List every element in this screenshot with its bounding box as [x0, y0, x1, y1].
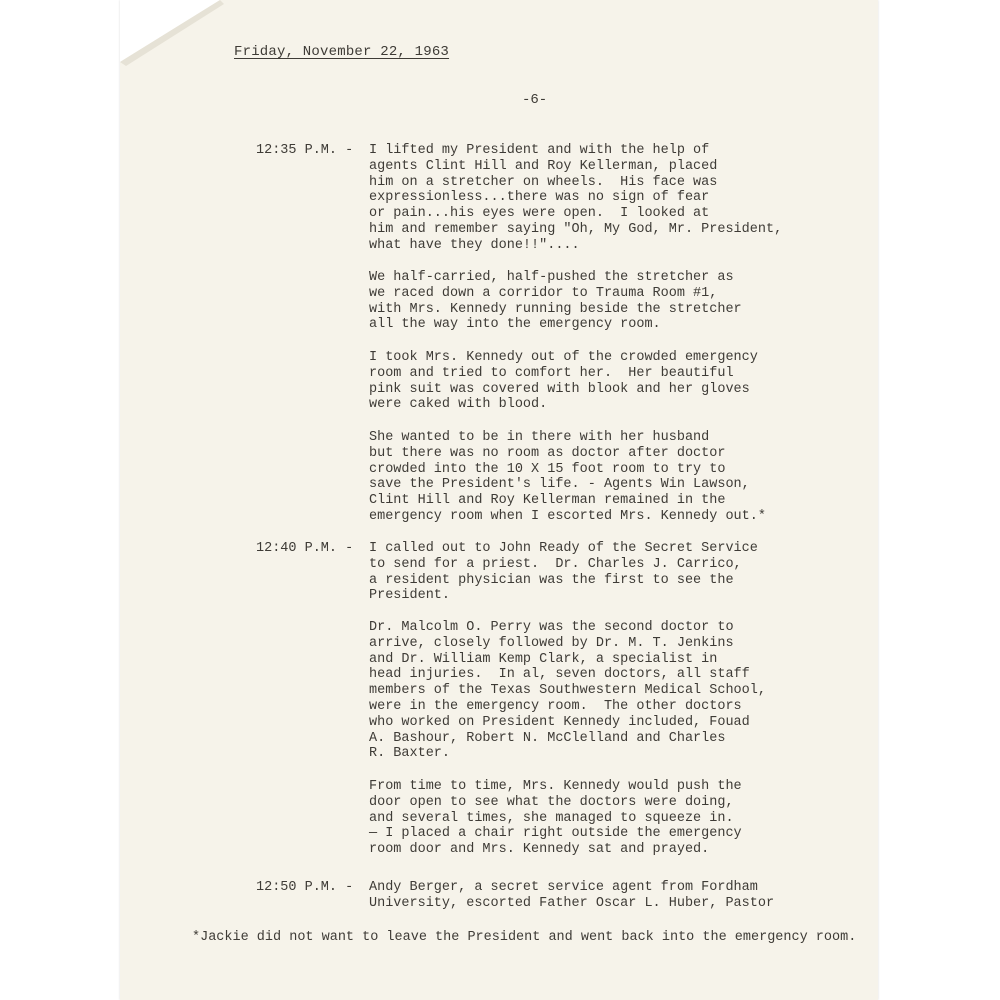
- text-line: what have they done!!"....: [369, 237, 580, 253]
- text-line: and several times, she managed to squeeze in.: [369, 810, 734, 826]
- text-line: but there was no room as doctor after doctor: [369, 445, 726, 461]
- text-line: agents Clint Hill and Roy Kellerman, placed: [369, 158, 718, 174]
- page-number: -6-: [522, 92, 548, 108]
- text-line: or pain...his eyes were open. I looked at: [369, 206, 710, 222]
- text-line: She wanted to be in there with her husband: [369, 430, 710, 445]
- text-line: Dr. Malcolm O. Perry was the second doctor to: [369, 620, 734, 635]
- text-line: him and remember saying "Oh, My God, Mr. President,: [369, 221, 783, 237]
- entry-paragraph: [369, 620, 789, 762]
- text-line: Andy Berger, a secret service agent from Fordham: [369, 880, 758, 895]
- text-line: we raced down a corridor to Trauma Room #1,: [369, 285, 718, 301]
- text-line: I took Mrs. Kennedy out of the crowded emergency: [369, 350, 758, 365]
- entry-time: 12:50 P.M. -: [256, 880, 354, 895]
- entry-time: 12:35 P.M. -: [256, 143, 354, 158]
- text-line: save the President's life. - Agents Win Lawson,: [369, 477, 750, 493]
- footnote: *Jackie did not want to leave the President and went back into the emergency room.: [192, 930, 857, 945]
- text-line: head injuries. In al, seven doctors, all staff: [369, 667, 750, 683]
- folded-corner: [120, 0, 230, 70]
- text-line: — I placed a chair right outside the emergency: [369, 826, 742, 842]
- text-line: and Dr. William Kemp Clark, a specialist in: [369, 651, 718, 667]
- text-line: emergency room when I escorted Mrs. Kennedy out.*: [369, 508, 766, 524]
- text-line: arrive, closely followed by Dr. M. T. Jenkins: [369, 635, 734, 651]
- text-line: President.: [369, 588, 451, 604]
- date-header: Friday, November 22, 1963: [234, 44, 450, 60]
- text-line: door open to see what the doctors were doing,: [369, 794, 734, 810]
- entry-time: 12:40 P.M. -: [256, 541, 354, 556]
- text-line: I called out to John Ready of the Secret Service: [369, 541, 758, 556]
- entry-paragraph: [369, 541, 789, 604]
- text-line: From time to time, Mrs. Kennedy would push the: [369, 779, 742, 794]
- entry-paragraph: [369, 430, 789, 525]
- text-line: all the way into the emergency room.: [369, 317, 661, 333]
- text-line: to send for a priest. Dr. Charles J. Carrico,: [369, 556, 742, 572]
- text-line: room door and Mrs. Kennedy sat and prayed.: [369, 842, 710, 858]
- entry-paragraph: [369, 350, 789, 413]
- text-line: with Mrs. Kennedy running beside the stretcher: [369, 301, 742, 317]
- text-line: pink suit was covered with blook and her gloves: [369, 381, 750, 397]
- entry-paragraph: [369, 270, 789, 333]
- text-line: A. Bashour, Robert N. McClelland and Charles: [369, 730, 726, 746]
- text-line: room and tried to comfort her. Her beautiful: [369, 365, 734, 381]
- text-line: who worked on President Kennedy included, Fouad: [369, 714, 750, 730]
- entry-paragraph: [369, 880, 789, 912]
- entry-paragraph: [369, 779, 789, 858]
- text-line: were in the emergency room. The other doctors: [369, 698, 742, 714]
- text-line: crowded into the 10 X 15 foot room to try to: [369, 461, 726, 477]
- text-line: expressionless...there was no sign of fear: [369, 190, 710, 206]
- text-line: Clint Hill and Roy Kellerman remained in the: [369, 493, 726, 509]
- text-line: him on a stretcher on wheels. His face was: [369, 174, 718, 190]
- text-line: a resident physician was the first to see the: [369, 572, 734, 588]
- entry-paragraph: [369, 143, 789, 254]
- text-line: members of the Texas Southwestern Medical School,: [369, 683, 766, 699]
- document-page: [120, 0, 878, 1000]
- text-line: R. Baxter.: [369, 746, 451, 762]
- text-line: We half-carried, half-pushed the stretcher as: [369, 270, 734, 285]
- text-line: were caked with blood.: [369, 397, 548, 413]
- text-line: University, escorted Father Oscar L. Huber, Pastor: [369, 895, 775, 911]
- text-line: I lifted my President and with the help of: [369, 143, 710, 158]
